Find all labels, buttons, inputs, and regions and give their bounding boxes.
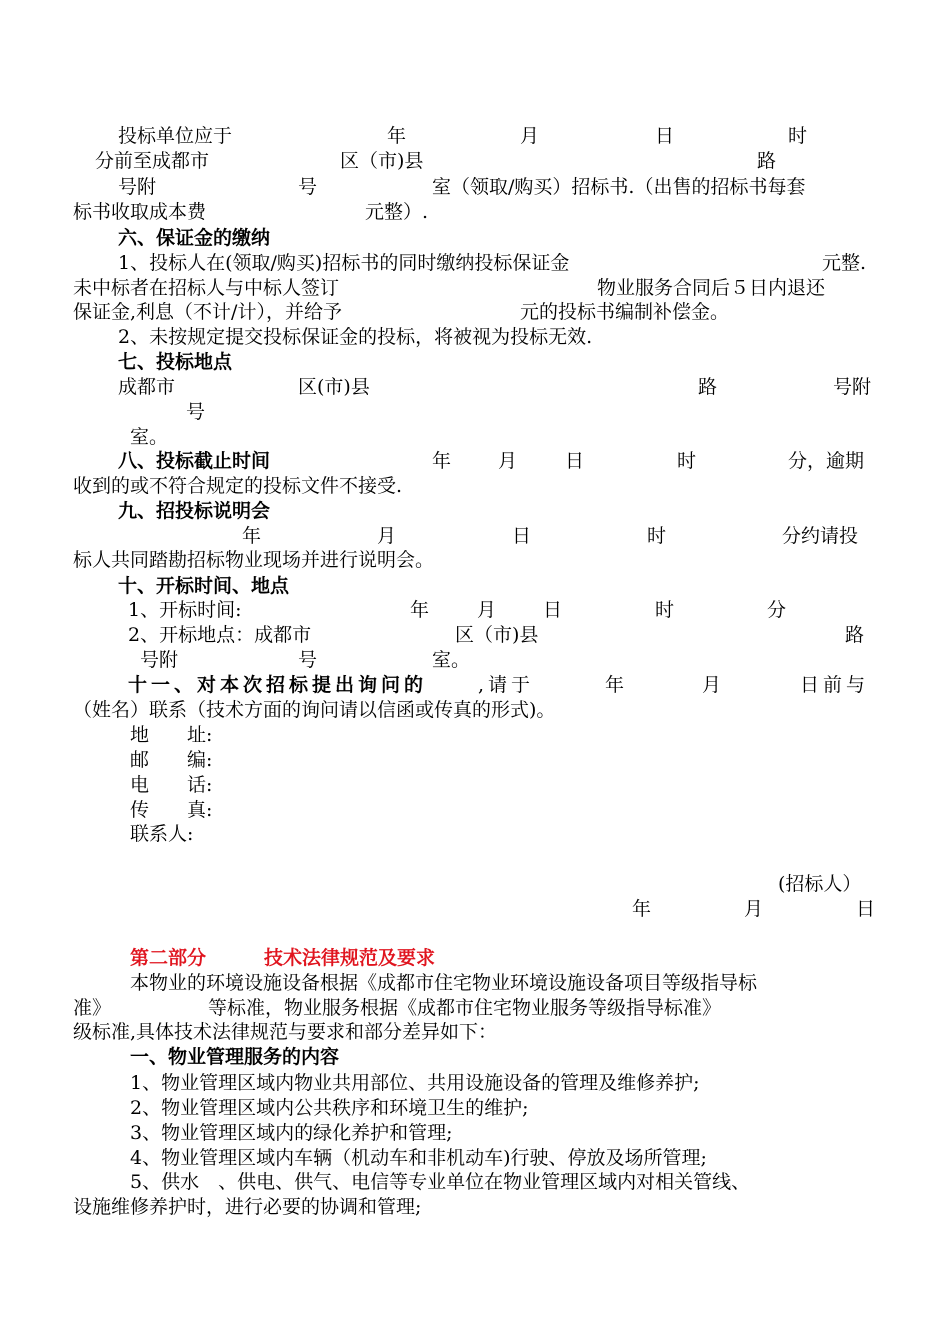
sec9-l1-d: 时	[647, 525, 667, 547]
sec10-l1-e: 时	[655, 599, 675, 621]
sec5-l2-c: 路	[757, 150, 777, 172]
signature-org: (招标人）	[778, 873, 862, 895]
sec9-title: 九、招投标说明会	[118, 500, 271, 522]
part2-item-3: 3、物业管理区域内的绿化养护和管理;	[130, 1122, 453, 1144]
sec7-title: 七、投标地点	[118, 351, 233, 373]
sec10-l1-a: 1、开标时间:	[128, 599, 242, 621]
part2-l3: 级标准,具体技术法律规范与要求和部分差异如下：	[73, 1021, 498, 1043]
contact-fax: 传 真:	[130, 799, 213, 821]
part2-l2-b: 等标准，物业服务根据《成都市住宅物业服务等级指导标准》	[208, 997, 722, 1019]
sec7-l1-a: 成都市	[118, 376, 176, 398]
sec10-l1-f: 分	[767, 599, 787, 621]
sec9-l1-e: 分约请投	[782, 525, 859, 547]
sec5-l2-b: 区（市)县	[340, 150, 424, 172]
sec10-l3-c: 室。	[432, 649, 471, 671]
sec6-l4: 2、未按规定提交投标保证金的投标，将被视为投标无效.	[118, 326, 593, 348]
sec5-l1-b: 年	[387, 125, 407, 147]
sec7-l2: 号	[186, 401, 206, 423]
contact-postcode: 邮 编:	[130, 749, 213, 771]
sec10-l2-a: 2、开标地点：成都市	[128, 624, 312, 646]
part2-label: 第二部分	[130, 947, 207, 969]
sec8-l1-c: 日	[565, 450, 585, 472]
part2-item-1: 1、物业管理区域内物业共用部位、共用设施设备的管理及维修养护;	[130, 1072, 700, 1094]
sec10-l1-c: 月	[477, 599, 497, 621]
part2-title: 技术法律规范及要求	[264, 947, 436, 969]
sec5-l1-c: 月	[520, 125, 540, 147]
sec11-l2: （姓名）联系（技术方面的询问请以信函或传真的形式)。	[73, 699, 556, 721]
sec9-l2: 标人共同踏勘招标物业现场并进行说明会。	[73, 549, 435, 571]
sec8-title: 八、投标截止时间	[118, 450, 271, 472]
sec6-l1-b: 元整.	[822, 252, 867, 274]
sec9-l1-a: 年	[242, 525, 262, 547]
sec11-title: 十一、对本次招标提出询问的	[128, 674, 428, 696]
sec10-l2-b: 区（市)县	[455, 624, 539, 646]
sec7-l3: 室。	[130, 426, 169, 448]
sec9-l1-c: 日	[512, 525, 532, 547]
sec6-l2-b: 物业服务合同后５日内退还	[597, 277, 826, 299]
sec8-l1-b: 月	[498, 450, 518, 472]
sec5-l3-c: 室（领取/购买）招标书.（出售的招标书每套	[432, 176, 806, 198]
part2-item-2: 2、物业管理区域内公共秩序和环境卫生的维护;	[130, 1097, 529, 1119]
part2-item-5: 5、供水 、供电、供气、电信等专业单位在物业管理区域内对相关管线、	[130, 1171, 751, 1193]
sec10-l3-b: 号	[298, 649, 318, 671]
contact-phone: 电 话:	[130, 774, 213, 796]
sec5-l1-d: 日	[655, 125, 675, 147]
sec7-l1-c: 路	[698, 376, 718, 398]
sec6-title: 六、保证金的缴纳	[118, 227, 271, 249]
contact-person: 联系人:	[130, 823, 194, 845]
sec6-l3-b: 元的投标书编制补偿金。	[520, 301, 730, 323]
sec6-l2-a: 未中标者在招标人与中标人签订	[73, 277, 340, 299]
signature-month: 月	[744, 898, 764, 920]
part2-subheading: 一、物业管理服务的内容	[130, 1046, 340, 1068]
part2-l1: 本物业的环境设施设备根据《成都市住宅物业环境设施设备项目等级指导标	[130, 972, 758, 994]
sec11-l1-b: 年	[605, 674, 625, 696]
signature-day: 日	[856, 898, 876, 920]
sec5-l1-a: 投标单位应于	[118, 125, 233, 147]
sec6-l3-a: 保证金,利息（不计/计），并给予	[73, 301, 342, 323]
contact-address: 地 址:	[130, 724, 213, 746]
sec5-l4-a: 标书收取成本费	[73, 201, 207, 223]
sec5-l4-b: 元整）.	[365, 201, 429, 223]
sec11-l1-c: 月	[702, 674, 722, 696]
sec10-l1-b: 年	[410, 599, 430, 621]
sec7-l1-d: 号附	[833, 376, 872, 398]
sec10-l3-a: 号附	[140, 649, 179, 671]
sec8-l1-a: 年	[432, 450, 452, 472]
sec6-l1-a: 1、投标人在(领取/购买)招标书的同时缴纳投标保证金	[118, 252, 570, 274]
sec5-l3-a: 号附	[118, 176, 157, 198]
sec8-l1-d: 时	[677, 450, 697, 472]
sec5-l2-a: 分前至成都市	[95, 150, 210, 172]
signature-year: 年	[632, 898, 652, 920]
sec10-l2-c: 路	[845, 624, 865, 646]
sec5-l3-b: 号	[298, 176, 318, 198]
sec8-l1-e: 分，逾期	[788, 450, 865, 472]
sec5-l1-e: 时	[788, 125, 808, 147]
sec10-title: 十、开标时间、地点	[118, 575, 290, 597]
sec9-l1-b: 月	[377, 525, 397, 547]
sec11-l1-d: 日前与	[800, 674, 870, 696]
sec7-l1-b: 区(市)县	[298, 376, 370, 398]
sec8-l2: 收到的或不符合规定的投标文件不接受.	[73, 475, 403, 497]
sec11-l1-a: ,请于	[478, 674, 535, 696]
part2-l2-a: 准》	[73, 997, 112, 1019]
part2-item-4: 4、物业管理区域内车辆（机动车和非机动车)行驶、停放及场所管理;	[130, 1147, 707, 1169]
part2-item-5-cont: 设施维修养护时，进行必要的协调和管理;	[73, 1196, 422, 1218]
sec10-l1-d: 日	[543, 599, 563, 621]
